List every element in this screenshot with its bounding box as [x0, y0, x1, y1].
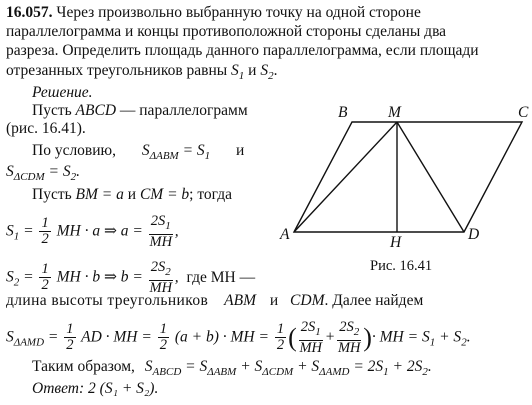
- s2-symbol: $S_2$: [260, 62, 274, 83]
- solution-fig-ref: (рис. 16.41).: [6, 120, 86, 137]
- solution-heading: Решение.: [32, 84, 93, 101]
- label-d: D: [468, 226, 480, 243]
- problem-line-2: параллелограмма и концы противоположной стороны сделаны два: [6, 23, 447, 40]
- s1-symbol: $S_1$: [231, 62, 245, 83]
- formula-samd: $S_{\Delta AMD}$ = $\frac{1}{2}$ AD · MH = $\frac{1}{2}$ (a + b) · MH = $\frac{1}{2}$ ( $\frac{2S_1}{MH}$ + $\frac{2S_2}{MH}$ )· MH = $S_1 + S_2$.: [6, 319, 471, 356]
- where-mh: где MH —: [186, 268, 256, 286]
- segment-am: [294, 122, 397, 232]
- parallelogram-diagram: [282, 100, 527, 270]
- problem-text-4: отрезанных треугольников равны: [6, 62, 228, 79]
- answer-value: 2 (S₁ + S₂).: [88, 380, 159, 397]
- solution-line-abcd: Пусть ABCD — параллелограмм: [32, 102, 248, 119]
- problem-number: 16.057.: [6, 4, 53, 21]
- problem-text-1: Через произвольно выбранную точку на одной стороне: [56, 4, 421, 21]
- problem-line-3: разреза. Определить площадь данного параллелограмма, если площади: [6, 42, 479, 59]
- label-a: A: [280, 226, 290, 243]
- solution-condition: По условию, $S_{\Delta ABM} = S_1$ и: [32, 142, 245, 163]
- parallelogram-abcd: [294, 122, 522, 232]
- conclusion-line: Таким образом, $S_{ABCD} = S_{\Delta ABM} + S_{\Delta CDM} + S_{\Delta AMD} = 2S_1 + 2S_2$.: [32, 358, 432, 379]
- condition-s2: $S_{\Delta CDM} = S_2$.: [6, 163, 80, 184]
- problem-line-4: отрезанных треугольников равны $S_1$ и $S_2$.: [6, 62, 278, 83]
- answer-line: [32, 380, 158, 398]
- segment-dm: [397, 122, 464, 232]
- label-c: C: [518, 104, 529, 121]
- problem-line-1: [6, 4, 421, 22]
- and-word: и: [248, 62, 257, 79]
- formula-s2: $S_2$ = $\frac{1}{2}$ MH · b ⇒ b = $\frac{2S_2}{MH}$ , где MH —: [6, 259, 256, 296]
- label-m: M: [388, 104, 401, 121]
- figure-16-41: [282, 100, 527, 300]
- figure-caption: Рис. 16.41: [370, 258, 433, 274]
- answer-label: Ответ:: [32, 380, 85, 397]
- label-b: B: [338, 104, 348, 121]
- label-h: H: [390, 234, 402, 251]
- height-line: длина высоты треугольников ABM и CDM. Далее найдем: [6, 292, 424, 309]
- solution-let-bm: Пусть BM = a и CM = b; тогда: [32, 186, 233, 203]
- formula-s1: $S_1$ = $\frac{1}{2}$ MH · a ⇒ a = $\frac{2S_1}{MH}$ ,: [6, 213, 179, 250]
